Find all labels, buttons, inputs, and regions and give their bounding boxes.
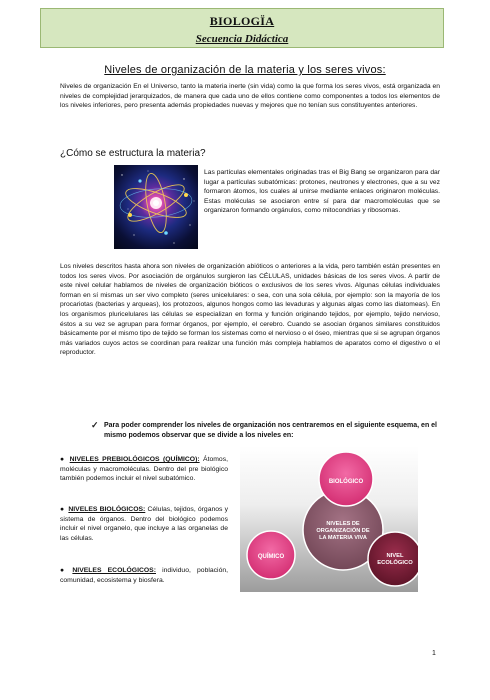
right-circle [368, 532, 418, 586]
checklist-item [91, 420, 440, 441]
level-title: NIVELES BIOLÓGICOS: [68, 506, 146, 513]
intro-paragraph: Niveles de organización En el Universo, tanto la materia inerte (sin vida) como la que forma los seres vivos, está organizada en niveles de complejidad jerarquizados, de manera que cada uno de ellos contiene como componentes a todos los elementos de los niveles inferiores, pero presenta además propiedades nuevas y mejores que no tenían sus constituyentes anteriores. [60, 83, 440, 110]
level-text: individuo, población, comunidad, ecosistema y biosfera. [60, 567, 229, 584]
header-box [40, 8, 444, 48]
diagram-label-right-2: ECOLÓGICO [377, 560, 413, 566]
levels-diagram [240, 446, 418, 592]
bullet-icon: ● [60, 506, 65, 513]
atom-cosmos-image [114, 165, 198, 249]
level-item [60, 566, 228, 585]
level-text: Átomos, moléculas y macromoléculas. Dentro del pre biológico también podemos incluir el nivel subatómico. [60, 456, 228, 483]
diagram-label-center-2: ORGANIZACIÓN DE [316, 528, 370, 534]
document-title: BIOLOGÏA [209, 14, 275, 28]
diagram-label-top: BIOLÓGICO [328, 479, 364, 485]
level-title: NIVELES PREBIOLÓGICOS (QUÍMICO): [69, 456, 200, 463]
level-item [60, 455, 228, 484]
image-paragraph: Las partículas elementales originadas tras el Big Bang se organizaron para dar lugar a partículas subatómicas: protones, neutrones y electrones, que a su vez formaron átomos, los cuales al unirse mediante enlaces originaron moléculas. Estas moléculas se asociaron entre sí para dar macromoléculas que se organizaron formando orgánulos, como mitocondrias y ribosomas. [204, 169, 440, 215]
bullet-icon: ● [60, 456, 66, 463]
diagram-label-center-1: NIVELES DE [326, 521, 360, 527]
level-item [60, 505, 228, 543]
document-subtitle: Secuencia Didáctica [195, 33, 289, 45]
diagram-label-center-3: LA MATERIA VIVA [319, 535, 367, 541]
bullet-icon: ● [60, 567, 69, 574]
checklist-text: Para poder comprender los niveles de organización nos centraremos en el siguiente esquema, en el mismo podemos observar que se divide a los niveles en: [104, 422, 437, 439]
page-number: 1 [432, 650, 436, 657]
main-title: Niveles de organización de la materia y los seres vivos: [104, 64, 386, 76]
diagram-label-right-1: NIVEL [386, 553, 404, 559]
body-paragraph: Los niveles descritos hasta ahora son niveles de organización abióticos o anteriores a la vida, pero también están presentes en todos los seres vivos. Por asociación de orgánulos surgieron las CÉLULAS, unidades básicas de los seres vivos. A partir de este nivel celular hablamos de niveles de organización bióticos o exclusivos de los seres vivos. Algunas células individuales forman en sí mismas un ser vivo completo (seres unicelulares: o sea, con una sola célula, por ejemplo: son la mayoría de los procariotas (bacterias y arqueas), los protozoos, algunos hongos como las levaduras y algunas algas como las diatomeas). En los organismos pluricelulares las células se especializan en forma y función originando tejidos, por ejemplo, tejido nervioso, éstos a su vez se agrupan para formar órganos, por ejemplo, el cerebro. Cuando se asocian órganos similares constituidos básicamente por el mismo tipo de tejido se forman los sistemas como el nervioso o el óseo, mientras que si se agrupan órganos más variados cuyos actos se coordinan para realizar una función más compleja hablamos de aparatos como el digestivo o el reproductor. [60, 263, 440, 357]
diagram-label-left: QUÍMICO [257, 554, 285, 560]
checkmark-icon: ✓ [91, 420, 99, 430]
level-text: Células, tejidos, órganos y sistema de órganos. Dentro del biológico podemos incluir el nivel organelo, que incluye a las organelas de las células. [60, 506, 228, 542]
level-title: NIVELES ECOLÓGICOS: [72, 567, 156, 574]
section-heading: ¿Cómo se estructura la materia? [60, 148, 206, 159]
